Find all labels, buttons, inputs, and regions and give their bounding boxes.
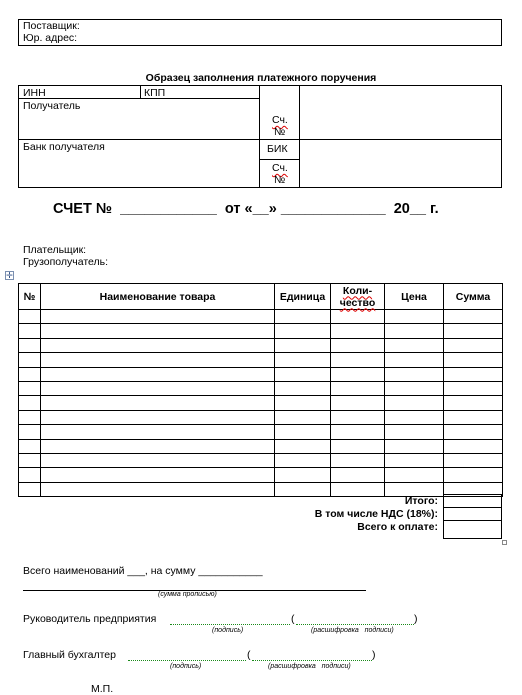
recipient-bank-label: Банк получателя — [23, 141, 105, 153]
table-cell[interactable] — [41, 425, 275, 439]
table-row — [19, 367, 503, 381]
payment-sample-title: Образец заполнения платежного поручения — [145, 72, 377, 84]
corr-account-number-sign: № — [274, 174, 286, 186]
director-paren-close: ) — [414, 613, 418, 625]
table-cell[interactable] — [275, 310, 331, 324]
table-cell[interactable] — [444, 468, 503, 482]
column-header-product-name: Наименование товара — [41, 284, 275, 310]
table-cell[interactable] — [331, 439, 385, 453]
table-cell[interactable] — [385, 367, 444, 381]
divider — [18, 139, 502, 140]
table-cell[interactable] — [444, 310, 503, 324]
director-signature-line[interactable] — [170, 624, 290, 625]
table-cell[interactable] — [444, 381, 503, 395]
sum-in-words-caption: (сумма прописью) — [158, 591, 217, 598]
table-cell[interactable] — [275, 396, 331, 410]
accountant-sign-caption: (подпись) — [170, 663, 202, 670]
table-cell[interactable] — [385, 468, 444, 482]
table-cell[interactable] — [385, 310, 444, 324]
accountant-paren-close: ) — [372, 649, 376, 661]
stamp-label: М.П. — [91, 683, 114, 695]
bik-label: БИК — [267, 143, 288, 155]
table-cell[interactable] — [41, 468, 275, 482]
table-row — [19, 439, 503, 453]
table-cell[interactable] — [275, 468, 331, 482]
table-cell[interactable] — [331, 410, 385, 424]
table-cell[interactable] — [41, 324, 275, 338]
table-cell[interactable] — [444, 396, 503, 410]
table-cell[interactable] — [444, 453, 503, 467]
table-cell[interactable] — [331, 396, 385, 410]
table-cell[interactable] — [41, 310, 275, 324]
resize-handle[interactable] — [502, 540, 507, 545]
table-cell[interactable] — [385, 353, 444, 367]
table-cell[interactable] — [444, 410, 503, 424]
table-cell[interactable] — [41, 338, 275, 352]
table-cell[interactable] — [331, 425, 385, 439]
total-label: Итого: — [404, 495, 438, 507]
table-cell[interactable] — [385, 338, 444, 352]
payable-value-cell[interactable] — [443, 520, 502, 539]
invoice-heading: СЧЕТ № ____________ от «__» _____________ 20__ г. — [53, 201, 439, 217]
table-cell[interactable] — [19, 396, 41, 410]
accountant-decode-caption: (расшифровка подписи) — [268, 663, 351, 670]
column-header-unit: Единица — [275, 284, 331, 310]
table-cell[interactable] — [19, 439, 41, 453]
kpp-label: КПП — [144, 87, 166, 99]
table-cell[interactable] — [41, 381, 275, 395]
divider — [18, 98, 259, 99]
table-cell[interactable] — [19, 367, 41, 381]
table-cell[interactable] — [331, 338, 385, 352]
table-row — [19, 310, 503, 324]
vat-label: В том числе НДС (18%): — [314, 508, 438, 520]
director-decode-line[interactable] — [296, 624, 414, 625]
table-cell[interactable] — [41, 410, 275, 424]
director-label: Руководитель предприятия — [23, 613, 157, 625]
column-header-quantity: Коли- чество — [331, 284, 385, 310]
move-cross-icon[interactable]: ✛ — [6, 271, 13, 280]
table-cell[interactable] — [275, 425, 331, 439]
table-cell[interactable] — [275, 410, 331, 424]
table-cell[interactable] — [385, 439, 444, 453]
column-header-sum: Сумма — [444, 284, 503, 310]
director-paren-open: ( — [291, 613, 295, 625]
table-cell[interactable] — [19, 410, 41, 424]
accountant-paren-open: ( — [247, 649, 251, 661]
table-row — [19, 410, 503, 424]
table-cell[interactable] — [385, 381, 444, 395]
account-label: Сч. — [272, 114, 288, 126]
account-number-sign: № — [274, 126, 286, 138]
table-cell[interactable] — [331, 324, 385, 338]
divider — [140, 85, 141, 99]
table-cell[interactable] — [41, 453, 275, 467]
table-row — [19, 338, 503, 352]
table-cell[interactable] — [41, 439, 275, 453]
table-cell[interactable] — [385, 396, 444, 410]
table-row — [19, 324, 503, 338]
table-cell[interactable] — [331, 468, 385, 482]
payer-label: Плательщик: — [23, 244, 87, 256]
table-cell[interactable] — [275, 324, 331, 338]
table-row — [19, 425, 503, 439]
table-cell[interactable] — [19, 425, 41, 439]
column-header-number: № — [19, 284, 41, 310]
director-decode-caption: (расшифровка подписи) — [311, 627, 394, 634]
table-cell[interactable] — [385, 324, 444, 338]
corr-account-label: Сч. — [272, 162, 288, 174]
legal-address-label: Юр. адрес: — [23, 32, 78, 44]
table-cell[interactable] — [275, 381, 331, 395]
items-body — [19, 310, 503, 497]
table-cell[interactable] — [444, 425, 503, 439]
divider — [299, 85, 300, 188]
table-row — [19, 396, 503, 410]
table-cell[interactable] — [41, 396, 275, 410]
table-cell[interactable] — [444, 324, 503, 338]
items-sum-line: Всего наименований ___, на сумму ___________ — [23, 565, 263, 577]
table-cell[interactable] — [19, 468, 41, 482]
table-cell[interactable] — [444, 439, 503, 453]
supplier-label: Поставщик: — [23, 20, 80, 32]
recipient-label: Получатель — [23, 100, 81, 112]
table-cell[interactable] — [19, 482, 41, 496]
table-cell[interactable] — [275, 353, 331, 367]
table-cell[interactable] — [444, 353, 503, 367]
payable-label: Всего к оплате: — [357, 521, 438, 533]
table-row — [19, 468, 503, 482]
table-cell[interactable] — [331, 381, 385, 395]
table-cell[interactable] — [19, 310, 41, 324]
table-cell[interactable] — [275, 453, 331, 467]
table-cell[interactable] — [19, 338, 41, 352]
table-cell[interactable] — [331, 353, 385, 367]
vat-value-cell[interactable] — [443, 507, 502, 521]
table-cell[interactable] — [275, 367, 331, 381]
payment-details-box — [18, 85, 502, 188]
table-cell[interactable] — [385, 410, 444, 424]
table-cell[interactable] — [385, 453, 444, 467]
accountant-decode-line[interactable] — [252, 660, 372, 661]
table-cell[interactable] — [19, 381, 41, 395]
table-cell[interactable] — [19, 353, 41, 367]
table-row — [19, 353, 503, 367]
table-cell[interactable] — [41, 353, 275, 367]
table-cell[interactable] — [275, 338, 331, 352]
items-table — [18, 283, 503, 497]
table-cell[interactable] — [331, 453, 385, 467]
table-header-row — [19, 284, 503, 310]
column-header-price: Цена — [385, 284, 444, 310]
table-cell[interactable] — [19, 324, 41, 338]
table-cell[interactable] — [444, 367, 503, 381]
divider — [259, 85, 260, 188]
table-cell[interactable] — [19, 453, 41, 467]
inn-label: ИНН — [23, 87, 46, 99]
divider — [259, 159, 300, 160]
supplier-box — [18, 19, 502, 46]
table-cell[interactable] — [331, 367, 385, 381]
table-cell[interactable] — [41, 482, 275, 496]
table-cell[interactable] — [444, 338, 503, 352]
table-row — [19, 381, 503, 395]
table-cell[interactable] — [331, 310, 385, 324]
accountant-signature-line[interactable] — [128, 660, 246, 661]
accountant-label: Главный бухгалтер — [23, 649, 116, 661]
consignee-label: Грузополучатель: — [23, 256, 109, 268]
total-value-cell[interactable] — [443, 494, 502, 508]
table-cell[interactable] — [275, 439, 331, 453]
table-cell[interactable] — [41, 367, 275, 381]
table-row — [19, 453, 503, 467]
director-sign-caption: (подпись) — [212, 627, 244, 634]
table-cell[interactable] — [385, 425, 444, 439]
